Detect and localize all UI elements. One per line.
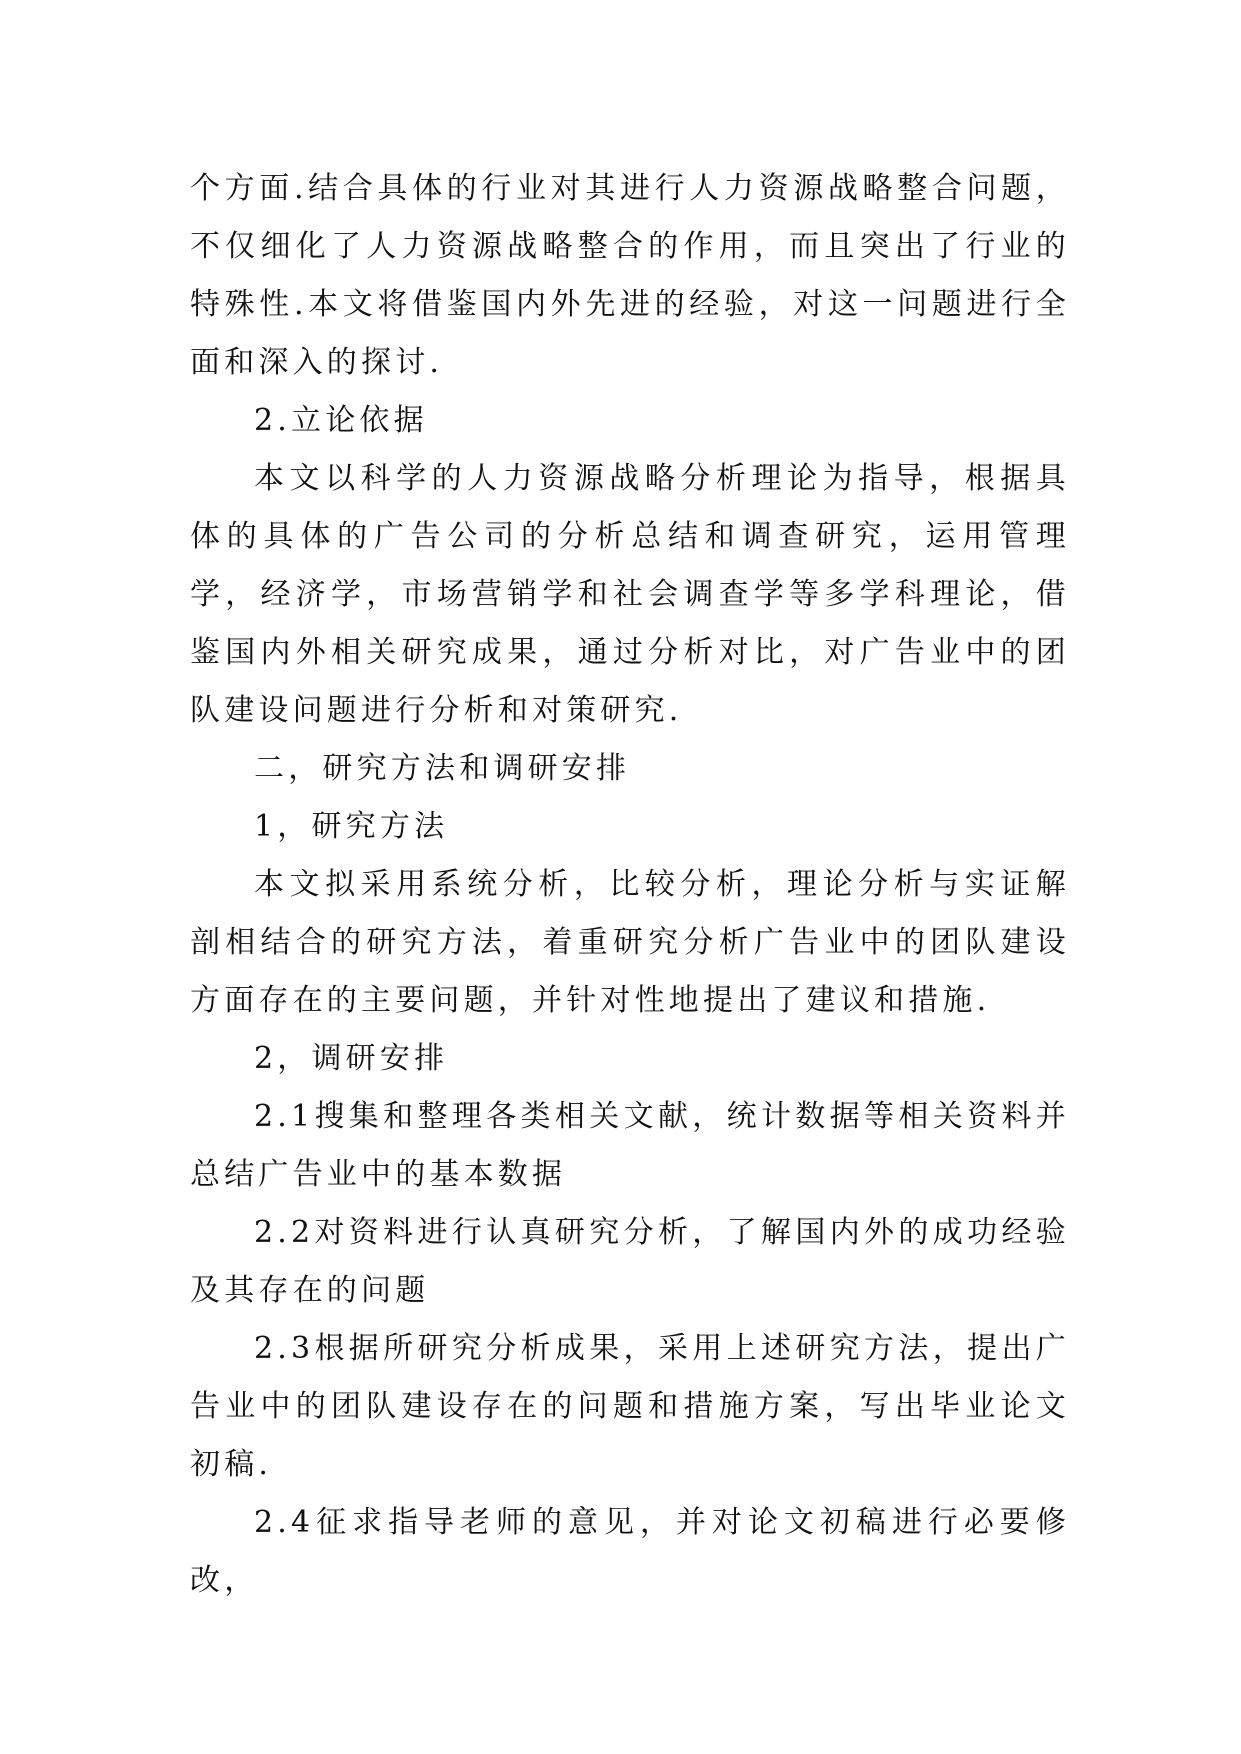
paragraph-basis: 本文以科学的人力资源战略分析理论为指导，根据具体的具体的广告公司的分析总结和调查研究，运用管理学，经济学，市场营销学和社会调查学等多学科理论，借鉴国内外相关研究成果，通过分析对比，对广告业中的团队建设问题进行分析和对策研究. xyxy=(190,461,1070,728)
heading-methods: 1，研究方法 xyxy=(254,809,449,844)
paragraph-schedule-2-2: 2.2对资料进行认真研究分析，了解国内外的成功经验及其存在的问题 xyxy=(190,1215,1070,1308)
paragraph-continued: 个方面.结合具体的行业对其进行人力资源战略整合问题，不仅细化了人力资源战略整合的作用，而且突出了行业的特殊性.本文将借鉴国内外先进的经验，对这一问题进行全面和深入的探讨. xyxy=(190,171,1070,380)
heading-schedule: 2，调研安排 xyxy=(254,1041,449,1076)
document-body xyxy=(190,160,1070,1610)
paragraph-schedule-2-1: 2.1搜集和整理各类相关文献，统计数据等相关资料并总结广告业中的基本数据 xyxy=(190,1099,1070,1192)
paragraph-methods: 本文拟采用系统分析，比较分析，理论分析与实证解剖相结合的研究方法，着重研究分析广告业中的团队建设方面存在的主要问题，并针对性地提出了建议和措施. xyxy=(190,867,1070,1018)
heading-basis: 2.立论依据 xyxy=(254,403,428,438)
paragraph-schedule-2-3: 2.3根据所研究分析成果，采用上述研究方法，提出广告业中的团队建设存在的问题和措施方案，写出毕业论文初稿. xyxy=(190,1331,1070,1482)
heading-section-two: 二，研究方法和调研安排 xyxy=(254,751,631,786)
paragraph-schedule-2-4: 2.4征求指导老师的意见，并对论文初稿进行必要修改， xyxy=(190,1505,1070,1598)
